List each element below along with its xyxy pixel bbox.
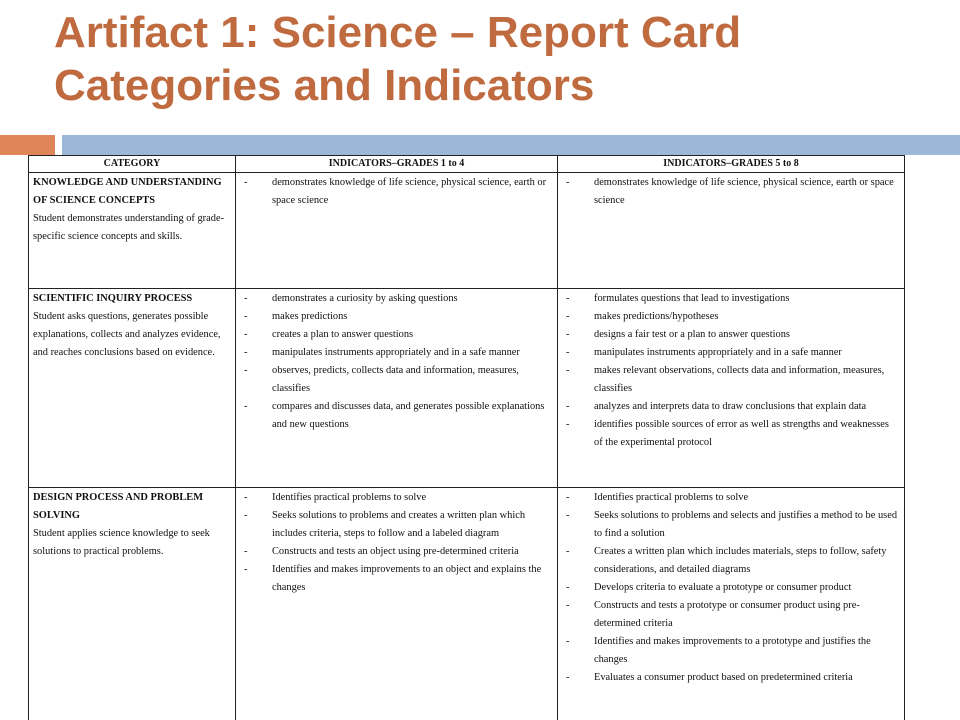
- indicator-item: - demonstrates knowledge of life science, physical science, earth or space science: [562, 174, 900, 210]
- indicators-cell-grades-5-8: [558, 173, 905, 289]
- indicator-item: - Identifies and makes improvements to an object and explains the changes: [240, 561, 553, 597]
- slide-title-line-2: Categories and Indicators: [54, 61, 595, 110]
- header-grades-1-4: INDICATORS–GRADES 1 to 4: [236, 156, 558, 173]
- table-row-design: [29, 488, 905, 720]
- indicators-cell-grades-1-4: [236, 289, 558, 488]
- indicators-cell-grades-5-8: [558, 289, 905, 488]
- indicators-cell-grades-5-8: [558, 488, 905, 720]
- indicator-item: - manipulates instruments appropriately and in a safe manner: [562, 344, 900, 362]
- indicator-item: - Develops criteria to evaluate a prototype or consumer product: [562, 579, 900, 597]
- indicator-item: - Identifies practical problems to solve: [562, 489, 900, 507]
- indicator-item: - makes predictions: [240, 308, 553, 326]
- header-grades-5-8: INDICATORS–GRADES 5 to 8: [558, 156, 905, 173]
- indicator-item: - creates a plan to answer questions: [240, 326, 553, 344]
- indicator-item: - Identifies and makes improvements to a prototype and justifies the changes: [562, 633, 900, 669]
- indicator-list: [562, 489, 900, 687]
- slide-title: [54, 6, 944, 112]
- indicator-item: - demonstrates knowledge of life science, physical science, earth or space science: [240, 174, 553, 210]
- indicators-cell-grades-1-4: [236, 173, 558, 289]
- category-name: KNOWLEDGE AND UNDERSTANDING OF SCIENCE CONCEPTS: [33, 177, 222, 206]
- table-header-row: [29, 156, 905, 173]
- indicator-item: - demonstrates a curiosity by asking questions: [240, 290, 553, 308]
- slide-title-line-1: Artifact 1: Science – Report Card: [54, 8, 742, 57]
- accent-bar-blue: [62, 135, 960, 155]
- indicator-list: [562, 174, 900, 210]
- indicator-item: - identifies possible sources of error as well as strengths and weaknesses of the experimental protocol: [562, 416, 900, 452]
- indicator-item: - formulates questions that lead to investigations: [562, 290, 900, 308]
- indicator-item: - makes relevant observations, collects data and information, measures, classifies: [562, 362, 900, 398]
- indicator-item: - makes predictions/hypotheses: [562, 308, 900, 326]
- indicators-cell-grades-1-4: [236, 488, 558, 720]
- indicator-item: - observes, predicts, collects data and information, measures, classifies: [240, 362, 553, 398]
- category-cell: [29, 289, 236, 488]
- category-cell: [29, 488, 236, 720]
- header-category: CATEGORY: [29, 156, 236, 173]
- indicator-list: [240, 290, 553, 434]
- category-description: Student demonstrates understanding of grade-specific science concepts and skills.: [33, 213, 225, 242]
- table-row-inquiry: [29, 289, 905, 488]
- accent-bar-orange: [0, 135, 55, 155]
- indicator-item: - Identifies practical problems to solve: [240, 489, 553, 507]
- indicator-list: [240, 174, 553, 210]
- indicator-item: - designs a fair test or a plan to answer questions: [562, 326, 900, 344]
- report-card-table: [28, 155, 905, 720]
- indicator-item: - Seeks solutions to problems and selects and justifies a method to be used to find a solution: [562, 507, 900, 543]
- category-cell: [29, 173, 236, 289]
- indicator-item: - Constructs and tests a prototype or consumer product using pre-determined criteria: [562, 597, 900, 633]
- indicator-list: [562, 290, 900, 452]
- indicator-item: - manipulates instruments appropriately and in a safe manner: [240, 344, 553, 362]
- category-description: Student applies science knowledge to seek solutions to practical problems.: [33, 528, 210, 557]
- indicator-item: - compares and discusses data, and generates possible explanations and new questions: [240, 398, 553, 434]
- indicator-item: - Creates a written plan which includes materials, steps to follow, safety considerations, and detailed diagrams: [562, 543, 900, 579]
- category-description: Student asks questions, generates possible explanations, collects and analyzes evidence, and reaches conclusions based on evidence.: [33, 311, 221, 358]
- category-name: SCIENTIFIC INQUIRY PROCESS: [33, 293, 193, 304]
- indicator-item: - Constructs and tests an object using pre-determined criteria: [240, 543, 553, 561]
- indicator-item: - Seeks solutions to problems and creates a written plan which includes criteria, steps to follow and a labeled diagram: [240, 507, 553, 543]
- report-card-table-container: [28, 155, 904, 720]
- category-name: DESIGN PROCESS AND PROBLEM SOLVING: [33, 492, 204, 521]
- indicator-item: - analyzes and interprets data to draw conclusions that explain data: [562, 398, 900, 416]
- table-row-knowledge: [29, 173, 905, 289]
- indicator-item: - Evaluates a consumer product based on predetermined criteria: [562, 669, 900, 687]
- indicator-list: [240, 489, 553, 597]
